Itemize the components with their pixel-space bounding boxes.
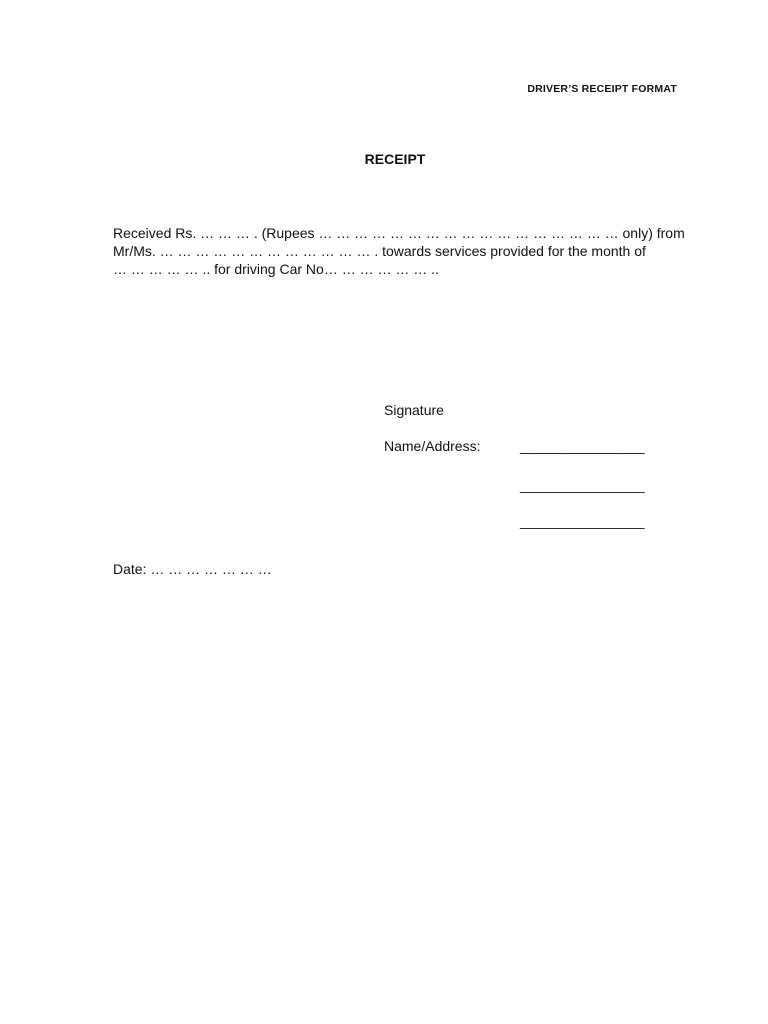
- document-header-title: DRIVER’S RECEIPT FORMAT: [527, 83, 677, 95]
- name-address-label: Name/Address:: [384, 438, 481, 454]
- name-address-blank-line-1: ________________: [520, 438, 645, 454]
- receipt-heading: RECEIPT: [364, 151, 426, 167]
- signature-label: Signature: [384, 402, 444, 418]
- date-field: Date: … … … … … … …: [113, 561, 272, 577]
- name-address-blank-line-3: ________________: [520, 513, 645, 529]
- body-line-car-number: … … … … … .. for driving Car No… … … … … … ..: [113, 261, 439, 277]
- name-address-blank-line-2: ________________: [520, 477, 645, 493]
- receipt-body-paragraph: [113, 224, 685, 278]
- body-line-received: Received Rs. … … … . (Rupees … … … … … … … … … … … … … … … … … only) from: [113, 225, 685, 241]
- body-line-services: Mr/Ms. … … … … … … … … … … … … . towards services provided for the month of: [113, 243, 646, 259]
